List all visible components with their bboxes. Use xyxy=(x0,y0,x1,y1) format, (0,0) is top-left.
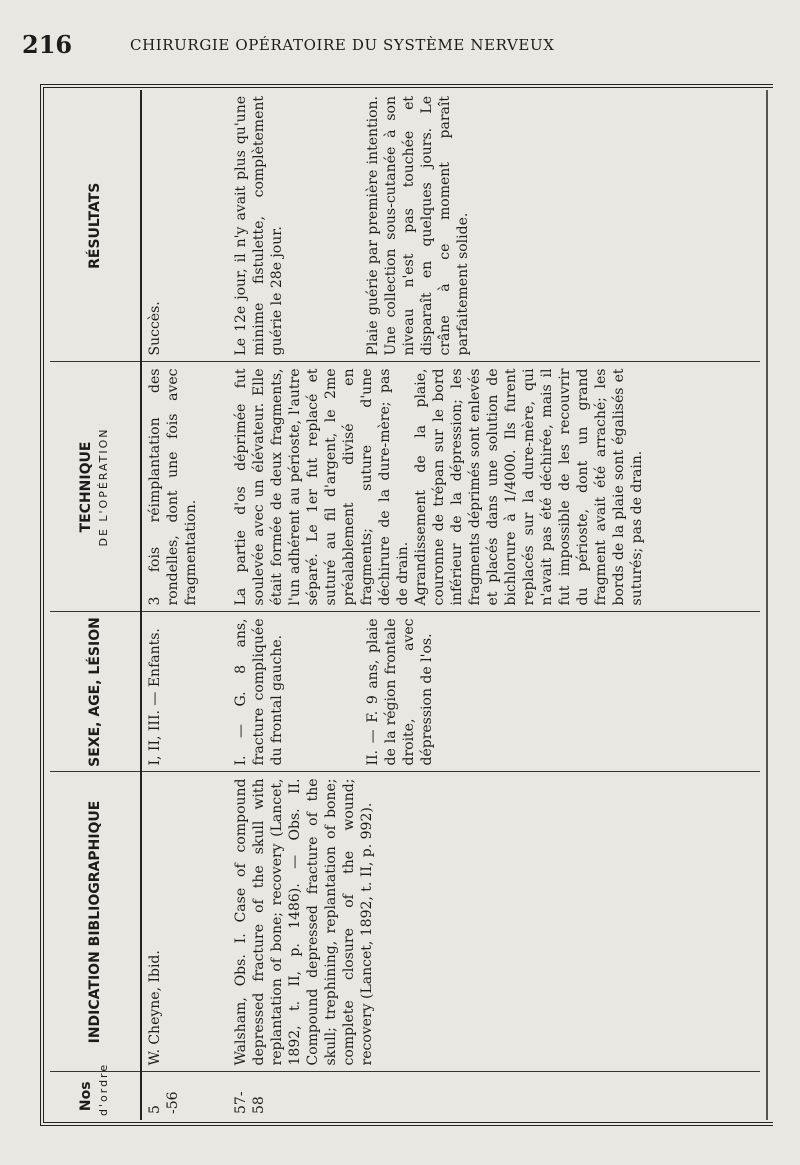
col-header-technique xyxy=(50,362,141,612)
cell-indication: W. Cheyne, Ibid. xyxy=(141,772,228,1072)
rotated-table-container xyxy=(50,90,760,1120)
observations-table xyxy=(50,90,760,1120)
cell-resultats: Succès. xyxy=(147,301,163,356)
cell-technique-obs-2: Agrandissement de la plaie, couronne de trépan sur le bord inférieur de la dépression; les fragments déprimés sont enlevés et placés dans une solution de bichlorure à 1/4000. Ils furent replacés sur la dure-mère, qui n'avait pas été déchirée, mais il fut impossible de les recouvrir du périoste, dont un grand fragment avait été arraché; les bords de la plaie sont égalisés et suturés; pas de drain. xyxy=(413,368,645,606)
col-header-resultats: RÉSULTATS xyxy=(50,90,141,362)
cell-sexe xyxy=(228,612,760,772)
cell-indication: Walsham, Obs. I. Case of compound depressed fracture of the skull with replantation of bone; recovery (Lancet, 1892, t. II, p. 1486). — Obs. II. Compound depressed fracture of the skull; trephining, replantation of bone; complete closure of the wound; recovery (Lancet, 1892, t. II, p. 992). xyxy=(228,772,760,1072)
cell-resultats-obs-1: Le 12e jour, il n'y avait plus qu'une minime fistulette, complètement guérie le 28e jour. xyxy=(233,96,285,356)
col-header-indication: INDICATION BIBLIOGRAPHIQUE xyxy=(50,772,141,1072)
page-number: 216 xyxy=(22,30,73,59)
cell-sexe-obs-2: II. — F. 9 ans, plaie de la région frontale droite, avec dépression de l'os. xyxy=(365,618,435,766)
table-frame-edge xyxy=(766,90,768,1120)
col-header-ordre xyxy=(50,1062,141,1120)
col-ordre-sub: d'ordre xyxy=(97,1062,110,1116)
col-header-sexe: SEXE, AGE, LÉSION xyxy=(50,612,141,772)
col-ordre-label: Nos xyxy=(78,1081,94,1112)
cell-resultats xyxy=(228,90,760,362)
cell-ordre: 5 -56 xyxy=(141,1072,228,1120)
running-title: CHIRURGIE OPÉRATOIRE DU SYSTÈME NERVEUX xyxy=(130,36,555,54)
col-technique-sub: DE L'OPÉRATION xyxy=(97,427,110,547)
cell-sexe: I, II, III. — Enfants. xyxy=(141,612,228,772)
table-row xyxy=(141,90,228,1120)
cell-resultats-obs-2: Plaie guérie par première intention. Une collection sous-cutanée à son niveau n'est pas touchée et disparaît en quelques jours. Le crâne à ce moment paraît parfaitement solide. xyxy=(365,96,471,356)
table-header-row xyxy=(50,90,141,1120)
cell-technique: 3 fois réimplantation des rondelles, dont une fois avec fragmentation. xyxy=(141,362,228,612)
cell-sexe-obs-1: I. — G. 8 ans, fracture compliquée du frontal gauche. xyxy=(233,618,285,766)
cell-technique xyxy=(228,362,760,612)
col-technique-label: TECHNIQUE xyxy=(78,441,94,533)
cell-technique-obs-1: La partie d'os déprimée fut soulevée avec un élévateur. Elle était formée de deux fragments, l'un adhérent au périoste, l'autre séparé. Le 1er fut replacé et suturé au fil d'argent, le 2me préalablement divisé en fragments; suture d'une déchirure de la dure-mère; pas de drain. xyxy=(233,368,411,606)
cell-ordre: 57-58 xyxy=(228,1072,760,1120)
table-row xyxy=(228,90,760,1120)
page-header xyxy=(0,0,800,70)
